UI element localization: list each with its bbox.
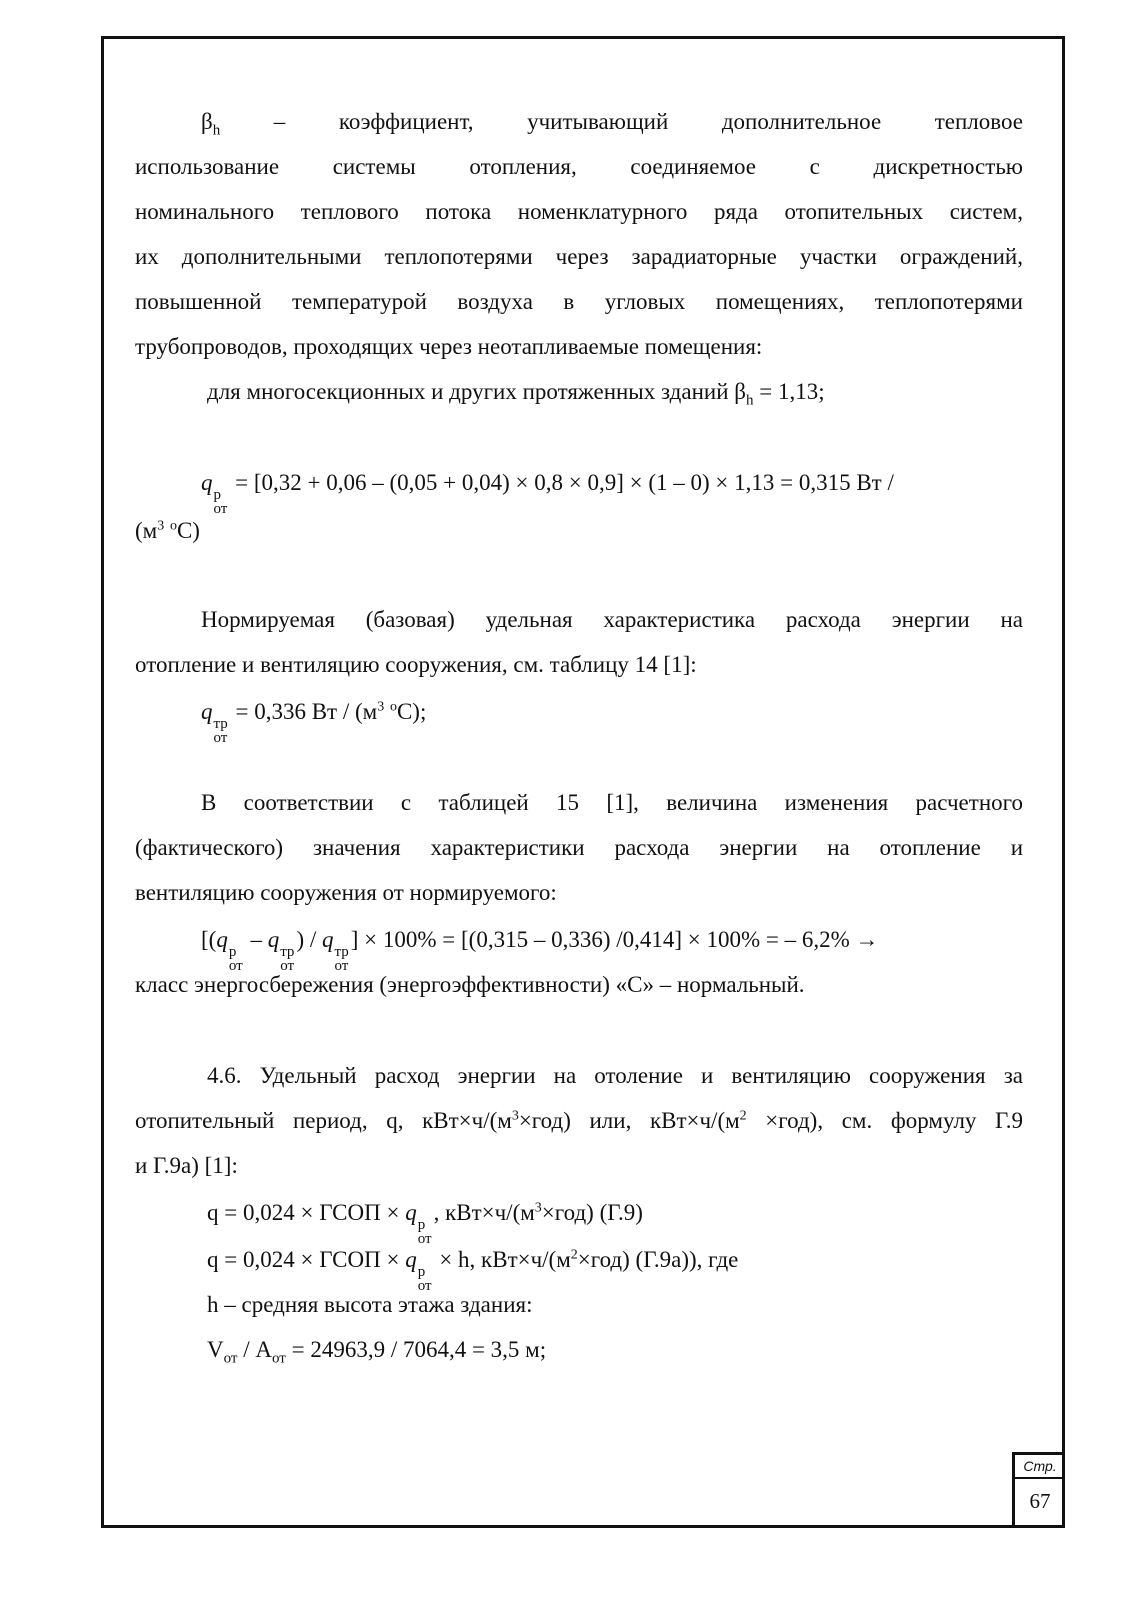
para1-line1 [201, 107, 1023, 137]
formula-g9: q = 0,024 × ГСОП × q р от , $кВт\times ч/(м^3\times год)$ (Г.9) [207, 1200, 643, 1247]
para1-line4: их дополнительными теплопотерями через зарадиаторные участки ограждений, [135, 244, 1023, 269]
formula-g9a: q = 0,024 × ГСОП × q р от × h, $кВт\times ч/(м^2\times год)$ (Г.9а)), где [207, 1247, 739, 1294]
para3-line3: вентиляцию сооружения от нормируемого: [135, 880, 557, 905]
section46-heading: 4.6. Удельный расход энергии на отоление и вентиляцию сооружения за [207, 1063, 1023, 1088]
para1-word: учитывающий [527, 109, 669, 134]
para1-line2: использование системы отопления, соединяемое с дискретностью [135, 154, 1023, 179]
para3-line2: (фактического) значения характеристики расхода энергии на отопление и [135, 835, 1023, 860]
para2-line1: Нормируемая (базовая) удельная характеристика расхода энергии на [201, 607, 1023, 632]
para1-word: дополнительное [721, 109, 882, 134]
para3-line5: класс энергосбережения (энергоэффективности) «С» – нормальный. [135, 972, 805, 997]
formula-deviation: [(q р от – q тр от ) / q тр от ] × 100% = [(0,315 – 0,336) /0,414] × 100% = – 6,2% → [201, 927, 879, 974]
page-label: Стр. [1015, 1455, 1065, 1479]
para3-line1: В соответствии с таблицей 15 [1], величина изменения расчетного [201, 790, 1023, 815]
section46-line2: отопительный период, q, $кВт\times ч/(м^3\times год)$ или, $кВт\times ч/(м^2 \times год)$, см. формулу Г.9 [135, 1108, 1024, 1133]
h-definition: h – средняя высота этажа здания: [207, 1292, 533, 1317]
section46-line3: и Г.9а) [1]: [135, 1153, 238, 1178]
formula-q-calc: q р от = [0,32 + 0,06 – (0,05 + 0,04) × 0,8 × 0,9] × (1 – 0) × 1,13 = 0,315 Вт / [201, 470, 894, 517]
para1-word: тепловое [934, 109, 1023, 134]
para2-line2: отопление и вентиляцию сооружения, см. таблицу 14 [1]: [135, 652, 697, 677]
page-number-stamp [1012, 1452, 1065, 1528]
page-number: 67 [1029, 1489, 1051, 1513]
multi-section-line: для многосекционных и других протяженных зданий $\beta_h = 1,13$; [207, 379, 825, 409]
formula-q-norm: q тр от = 0,336 Вт / ($м^3$ $^о$С); [201, 699, 427, 746]
para1-line6: трубопроводов, проходящих через неотапливаемые помещения: [135, 334, 763, 359]
formula-q-unit: ($м^3$ $^о$С) [135, 518, 200, 543]
para1-word: коэффициент, [338, 109, 474, 134]
para1-word: – [273, 109, 286, 134]
para1-line3: номинального теплового потока номенклатурного ряда отопительных систем, [135, 199, 1023, 224]
para1-line5: повышенной температурой воздуха в угловых помещениях, теплопотерями [135, 289, 1023, 314]
height-calc: $V_{от} / A_{от} = 24963,9 / 7064,4 = 3,5$ м; [207, 1337, 547, 1367]
beta-symbol: $\beta_h$ [201, 109, 221, 139]
